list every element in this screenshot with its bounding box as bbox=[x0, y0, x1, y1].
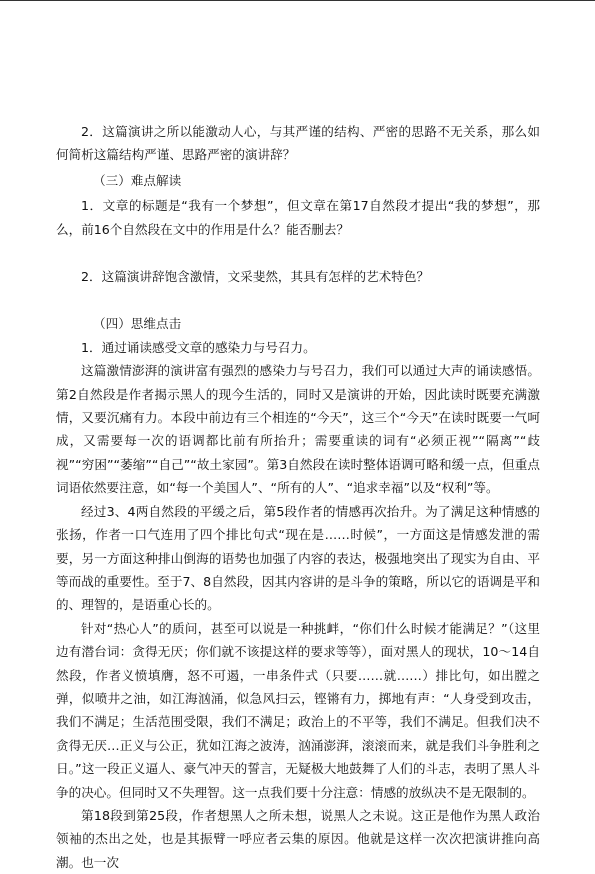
section-heading-thinking: （四）思维点击 bbox=[93, 316, 182, 332]
section-heading-difficulty: （三）难点解读 bbox=[93, 172, 182, 188]
document-body bbox=[56, 120, 540, 874]
body-paragraph-1: 这篇激情澎湃的演讲富有强烈的感染力与号召力，我们可以通过大声的诵读感悟。第2自然段是作者揭示黑人的现今生活的，同时又是演讲的开始，因此读时既要充满激情，又要沉痛有力。本段中前边有三个相连的“今天”，这三个“今天”在读时既要一气呵成，又需要每一次的语调都比前有所抬升；需要重读的词有“必须正视”“隔离”“歧视”“穷困”“萎缩”“自己”“故土家园”。第3自然段在读时整体语调可略和缓一点，但重点词语依然要注意，如“每一个美国人”、“所有的人”、“追求幸福”以及“权利”等。 bbox=[56, 363, 540, 496]
difficulty-question-1: 1．文章的标题是“我有一个梦想”，但文章在第17自然段才提出“我的梦想”，那么，前16个自然段在文中的作用是什么？能否删去？ bbox=[56, 198, 540, 237]
body-paragraph-4: 第18段到第25段，作者想黑人之所未想，说黑人之未说。这正是他作为黑人政治领袖的杰出之处，也是其振臂一呼应者云集的原因。他就是这样一次次把演讲推向高潮。也一次 bbox=[56, 807, 540, 870]
question-2: 2．这篇演讲之所以能激动人心，与其严谨的结构、严密的思路不无关系，那么如何简析这篇结构严谨、思路严密的演讲辞？ bbox=[56, 124, 540, 163]
body-paragraph-2: 经过3、4两自然段的平缓之后，第5段作者的情感再次抬升。为了满足这种情感的张扬，作者一口气连用了四个排比句式“现在是……时候”，一方面这是情感发泄的需要，另一方面这种排山倒海的语势也加强了内容的表达，极强地突出了现实为自由、平等而战的重要性。至于7、8自然段，因其内容讲的是斗争的策略，所以它的语调是平和的、理智的，是语重心长的。 bbox=[56, 503, 540, 613]
top-border-line bbox=[0, 0, 595, 1]
difficulty-question-2: 2．这篇演讲辞饱含激情，文采斐然，其具有怎样的艺术特色？ bbox=[81, 269, 430, 285]
thinking-point-1: 1．通过诵读感受文章的感染力与号召力。 bbox=[81, 339, 316, 355]
body-paragraph-3: 针对“热心人”的质问，甚至可以说是一种挑衅，“你们什么时候才能满足？”（这里边有潜台词：贪得无厌；你们就不该提这样的要求等等），面对黑人的现状，10～14自然段，作者义愤填膺，怒不可遏，一串条件式（只要……就……）排比句，如出膛之弹，似喷井之油，如江海汹涌，似急风扫云，铿锵有力，掷地有声：“人身受到攻击，我们不满足；生活范围受限，我们不满足；政治上的不平等，我们不满足。但我们决不贪得无厌…正义与公正，犹如江海之波涛，汹涌澎湃，滚滚而来，就是我们斗争胜利之日。”这一段正义逼人、豪气冲天的誓言，无疑极大地鼓舞了人们的斗志，表明了黑人斗争的决心。但同时又不失理智。这一点我们要十分注意：情感的放纵决不是无限制的。 bbox=[56, 620, 540, 800]
